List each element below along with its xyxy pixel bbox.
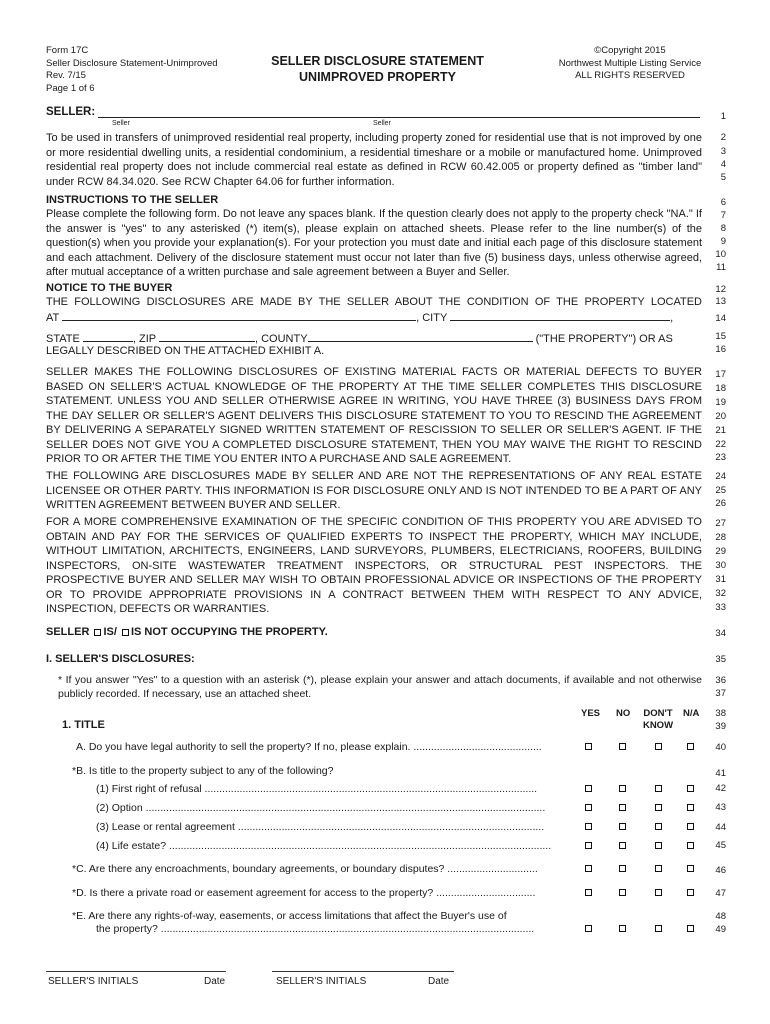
yes-checkbox[interactable] (585, 804, 592, 811)
yes-checkbox[interactable] (585, 823, 592, 830)
asterisk-note: * If you answer "Yes" to a question with an asterisk (*), please explain your answer and attach documents, if available and not otherwise publicly recorded. If necessary, use an attached sheet. (58, 674, 702, 700)
line-number: 41 (715, 768, 726, 779)
question-b3: (3) Lease or rental agreement ......................................................................................................... (96, 821, 545, 833)
seller-initials-label-2: SELLER'S INITIALS (276, 976, 367, 987)
col-no: NO (616, 708, 631, 719)
county-field[interactable] (308, 330, 533, 342)
instructions-heading: INSTRUCTIONS TO THE SELLER (46, 194, 219, 206)
col-know: KNOW (642, 720, 674, 731)
notice-line: THE FOLLOWING DISCLOSURES ARE MADE BY THE SELLER ABOUT THE CONDITION OF THE PROPERTY LOCATED (46, 296, 702, 308)
line-number: 45 (715, 840, 726, 851)
copyright-block (535, 45, 725, 83)
yes-checkbox[interactable] (585, 785, 592, 792)
county-label: , COUNTY (254, 333, 308, 345)
line-number: 42 (715, 783, 726, 794)
seller-sublabel-2: Seller (373, 120, 391, 127)
line-number: 14 (715, 313, 726, 324)
line-number: 12 (715, 284, 726, 295)
na-checkbox[interactable] (687, 842, 694, 849)
state-field[interactable] (83, 330, 133, 342)
line-number: 28 (715, 532, 726, 543)
at-label: AT (46, 312, 60, 324)
seller-initials-label-1: SELLER'S INITIALS (48, 976, 139, 987)
na-checkbox[interactable] (687, 925, 694, 932)
the-property-label: ("THE PROPERTY") OR AS (535, 333, 673, 345)
line-number: 13 (715, 296, 726, 307)
line-number: 36 (715, 675, 726, 686)
question-a: A. Do you have legal authority to sell the property? If no, please explain. ............................................ (76, 741, 542, 753)
line-number: 8 (720, 223, 726, 234)
seller-sublabel-1: Seller (112, 120, 130, 127)
section-heading: I. SELLER'S DISCLOSURES: (46, 653, 195, 665)
title-line-2: UNIMPROVED PROPERTY (299, 70, 456, 84)
line-number: 2 (720, 132, 726, 143)
no-checkbox[interactable] (619, 842, 626, 849)
no-checkbox[interactable] (619, 865, 626, 872)
no-checkbox[interactable] (619, 785, 626, 792)
na-checkbox[interactable] (687, 785, 694, 792)
dont-know-checkbox[interactable] (655, 889, 662, 896)
line-number: 43 (715, 802, 726, 813)
line-number: 21 (715, 425, 726, 436)
line-number: 40 (715, 742, 726, 753)
address-field[interactable] (62, 309, 416, 321)
line-number: 19 (715, 397, 726, 408)
form-id-block (46, 45, 218, 95)
question-b: *B. Is title to the property subject to any of the following? (72, 765, 334, 777)
occupancy-seller-label: SELLER (46, 626, 90, 638)
rights: ALL RIGHTS RESERVED (575, 70, 685, 81)
line-number: 29 (715, 546, 726, 557)
line-number: 3 (720, 146, 726, 157)
line-number: 6 (720, 197, 726, 208)
question-d: *D. Is there a private road or easement agreement for access to the property? .................................. (72, 887, 536, 899)
line-number: 34 (715, 628, 726, 639)
yes-checkbox[interactable] (585, 743, 592, 750)
seller-name-field[interactable] (98, 117, 700, 118)
intro-paragraph: To be used in transfers of unimproved residential real property, including property zoned for residential use that is not improved by one or more residential dwelling units, a residential condominium, a residential timeshare or a mobile or manufactured home. Unimproved residential real property does not include commercial real estate as defined in RCW 60.42.005 or property defined as "timber land" under RCW 84.34.020. See RCW Chapter 64.06 for further information. (46, 132, 702, 188)
line-number: 31 (715, 574, 726, 585)
line-number: 24 (715, 471, 726, 482)
initials-line-1[interactable] (46, 971, 226, 972)
na-checkbox[interactable] (687, 804, 694, 811)
line-number: 4 (720, 159, 726, 170)
legal-description-line: LEGALLY DESCRIBED ON THE ATTACHED EXHIBIT A. (46, 345, 325, 357)
line-number: 48 (715, 911, 726, 922)
yes-checkbox[interactable] (585, 925, 592, 932)
line-number: 20 (715, 411, 726, 422)
yes-checkbox[interactable] (585, 842, 592, 849)
form-revision: Rev. 7/15 (46, 70, 86, 81)
yes-checkbox[interactable] (585, 889, 592, 896)
dont-know-checkbox[interactable] (655, 823, 662, 830)
na-checkbox[interactable] (687, 865, 694, 872)
initials-line-2[interactable] (272, 971, 454, 972)
state-label: STATE (46, 333, 80, 345)
occupancy-isnot-label: IS NOT OCCUPYING THE PROPERTY. (130, 626, 328, 638)
dont-know-checkbox[interactable] (655, 925, 662, 932)
line-number: 33 (715, 602, 726, 613)
col-dont: DON'T (643, 708, 673, 719)
no-checkbox[interactable] (619, 925, 626, 932)
line-number: 23 (715, 452, 726, 463)
no-checkbox[interactable] (619, 889, 626, 896)
dont-know-checkbox[interactable] (655, 865, 662, 872)
line-number: 30 (715, 560, 726, 571)
dont-know-checkbox[interactable] (655, 785, 662, 792)
page-title (250, 53, 505, 85)
na-checkbox[interactable] (687, 889, 694, 896)
no-checkbox[interactable] (619, 823, 626, 830)
question-e-cont: the property? ................................................................................................................................ (96, 923, 535, 935)
dont-know-checkbox[interactable] (655, 804, 662, 811)
question-e: *E. Are there any rights-of-way, easements, or access limitations that affect the Buyer's use of (72, 910, 507, 922)
question-b2: (2) Option ......................................................................................................................................... (96, 802, 546, 814)
occupancy-is-label: IS/ (103, 626, 117, 638)
no-checkbox[interactable] (619, 743, 626, 750)
col-dont-know (642, 708, 674, 732)
zip-label: , ZIP (132, 333, 156, 345)
form-name: Seller Disclosure Statement-Unimproved (46, 57, 218, 69)
dont-know-checkbox[interactable] (655, 743, 662, 750)
not-occupying-checkbox[interactable] (122, 629, 129, 636)
col-yes: YES (581, 708, 601, 719)
line-number: 22 (715, 439, 726, 450)
occupying-checkbox[interactable] (94, 629, 101, 636)
line-number: 32 (715, 588, 726, 599)
line-number: 11 (716, 262, 726, 273)
question-b4: (4) Life estate? ................................................................................................................................... (96, 840, 552, 852)
date-label-1: Date (204, 976, 226, 987)
line-number: 46 (715, 865, 726, 876)
disclosure-paragraph-3: FOR A MORE COMPREHENSIVE EXAMINATION OF THE SPECIFIC CONDITION OF THIS PROPERTY YOU ARE ADVISED TO OBTAIN AND PAY FOR THE SERVICES OF QUALIFIED EXPERTS TO INSPECT THE PROPERTY, WHICH MAY INCLUDE, WITHOUT LIMITATION, ARCHITECTS, ENGINEERS, LAND SURVEYORS, PLUMBERS, ELECTRICIANS, ROOFERS, BUILDING INSPECTORS, ON-SITE WASTEWATER TREATMENT INSPECTORS, OR STRUCTURAL PEST INSPECTORS. THE PROSPECTIVE BUYER AND SELLER MAY WISH TO OBTAIN PROFESSIONAL ADVICE OR INSPECTIONS OF THE PROPERTY OR TO PROVIDE APPROPRIATE PROVISIONS IN A CONTRACT BETWEEN THEM WITH RESPECT TO ANY ADVICE, INSPECTION, DEFECTS OR WARRANTIES. (46, 516, 702, 615)
line-number: 9 (720, 236, 726, 247)
zip-field[interactable] (159, 330, 255, 342)
line-number: 39 (715, 721, 726, 732)
city-field[interactable] (450, 309, 670, 321)
notice-heading: NOTICE TO THE BUYER (46, 282, 173, 294)
line-number: 38 (715, 708, 726, 719)
line-number: 25 (715, 485, 726, 496)
question-b1: (1) First right of refusal .................................................................................................................. (96, 783, 538, 795)
form-number: Form 17C (46, 45, 89, 56)
line-number: 7 (720, 210, 726, 221)
date-label-2: Date (428, 976, 450, 987)
address-row: AT , CITY , (46, 309, 702, 326)
line-number: 27 (715, 518, 726, 529)
na-checkbox[interactable] (687, 743, 694, 750)
disclosure-paragraph-1: SELLER MAKES THE FOLLOWING DISCLOSURES OF EXISTING MATERIAL FACTS OR MATERIAL DEFECTS TO BUYER BASED ON SELLER'S ACTUAL KNOWLEDGE OF THE PROPERTY AT THE TIME SELLER COMPLETES THIS DISCLOSURE STATEMENT. UNLESS YOU AND SELLER OTHERWISE AGREE IN WRITING, YOU HAVE THREE (3) BUSINESS DAYS FROM THE DAY SELLER OR SELLER'S AGENT DELIVERS THIS DISCLOSURE STATEMENT TO YOU TO RESCIND THE AGREEMENT BY DELIVERING A SEPARATELY SIGNED WRITTEN STATEMENT OF RESCISSION TO SELLER OR SELLER'S AGENT. IF THE SELLER DOES NOT GIVE YOU A COMPLETED DISCLOSURE STATEMENT, THEN YOU MAY WAIVE THE RIGHT TO RESCIND PRIOR TO OR AFTER THE TIME YOU ENTER INTO A PURCHASE AND SALE AGREEMENT. (46, 366, 702, 465)
line-number: 15 (715, 331, 726, 342)
line-number: 35 (715, 654, 726, 665)
city-label: , CITY (416, 312, 448, 324)
yes-checkbox[interactable] (585, 865, 592, 872)
line-number: 10 (715, 249, 726, 260)
line-number: 47 (715, 888, 726, 899)
title-section-heading: 1. TITLE (62, 719, 105, 731)
line-number: 18 (715, 383, 726, 394)
instructions-paragraph: Please complete the following form. Do not leave any spaces blank. If the question clearly does not apply to the property check "NA." If the answer is "yes" to any asterisked (*) item(s), please explain on attached sheets. Please refer to the line number(s) of the question(s) when you provide your explanation(s). For your protection you must date and initial each page of this disclosure statement and each attachment. Delivery of the disclosure statement must occur not later than five (5) business days, unless otherwise agreed, after mutual acceptance of a written purchase and sale agreement between a Buyer and Seller. (46, 208, 702, 278)
dont-know-checkbox[interactable] (655, 842, 662, 849)
line-number: 16 (715, 344, 726, 355)
disclosure-paragraph-2: THE FOLLOWING ARE DISCLOSURES MADE BY SELLER AND ARE NOT THE REPRESENTATIONS OF ANY REAL ESTATE LICENSEE OR OTHER PARTY. THIS INFORMATION IS FOR DISCLOSURE ONLY AND IS NOT INTENDED TO BE A PART OF ANY WRITTEN AGREEMENT BETWEEN BUYER AND SELLER. (46, 470, 702, 511)
question-c: *C. Are there any encroachments, boundary agreements, or boundary disputes? ............................... (72, 863, 538, 875)
line-number: 49 (715, 924, 726, 935)
no-checkbox[interactable] (619, 804, 626, 811)
title-line-1: SELLER DISCLOSURE STATEMENT (271, 54, 484, 68)
copyright: ©Copyright 2015 (594, 45, 666, 56)
line-number: 37 (715, 688, 726, 699)
line-number: 17 (715, 369, 726, 380)
line-number: 26 (715, 498, 726, 509)
na-checkbox[interactable] (687, 823, 694, 830)
line-number: 5 (720, 172, 726, 183)
occupancy-row (46, 626, 328, 638)
col-na: N/A (683, 708, 700, 719)
line-number: 44 (715, 822, 726, 833)
seller-label: SELLER: (46, 106, 96, 118)
page-number: Page 1 of 6 (46, 82, 95, 94)
publisher: Northwest Multiple Listing Service (558, 57, 702, 69)
line-number: 1 (720, 111, 726, 122)
